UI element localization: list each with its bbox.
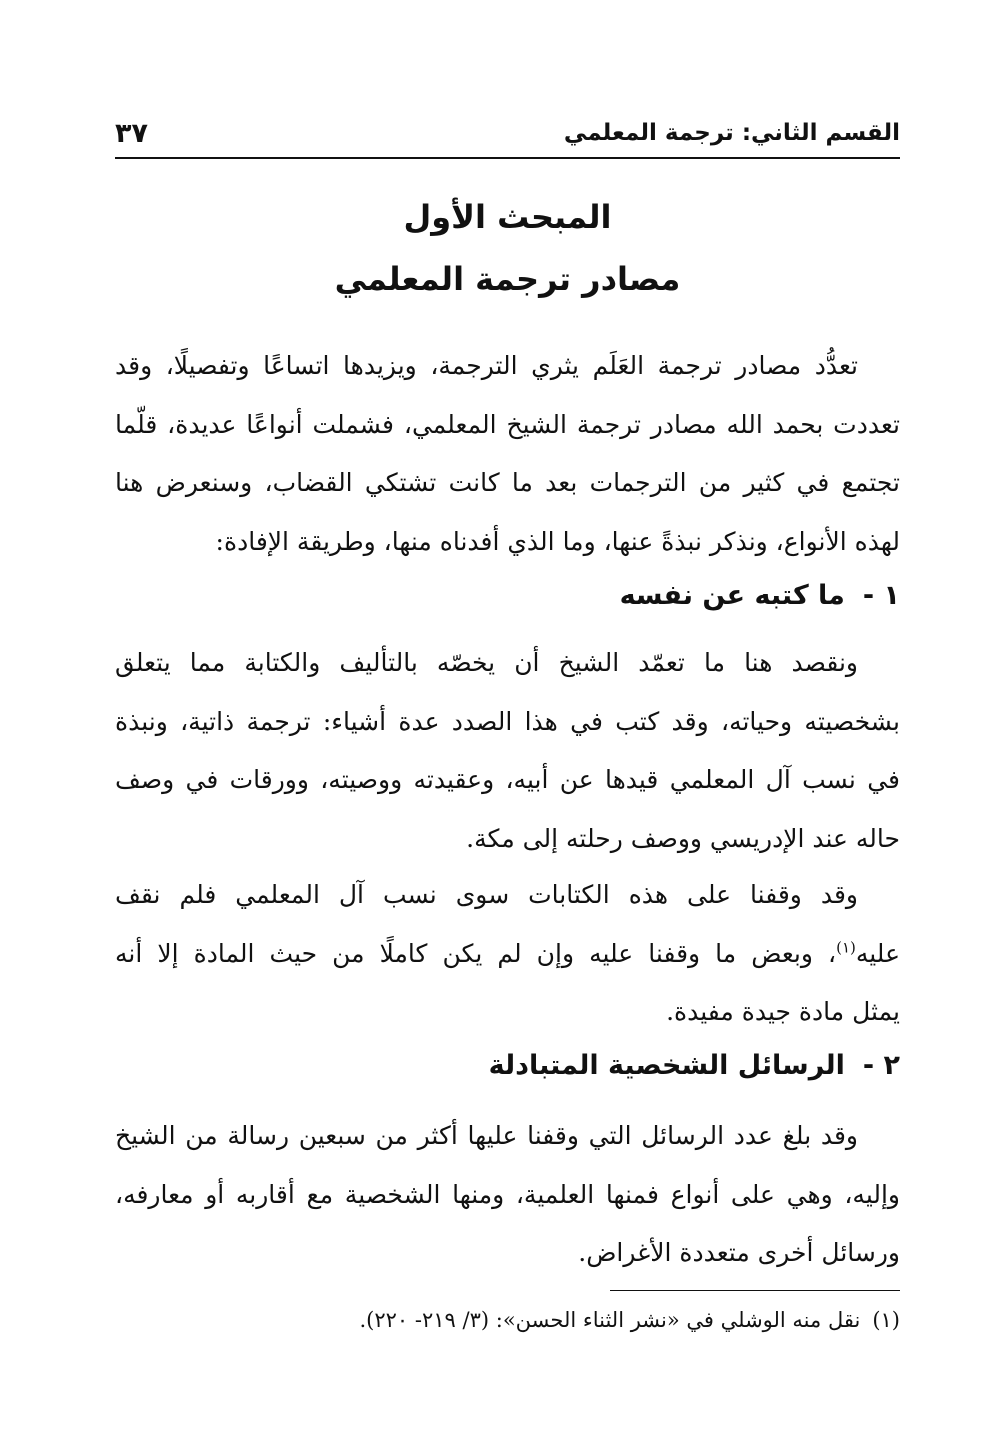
section-number: ٢ - xyxy=(862,1050,900,1081)
paragraph-line: تعددت بحمد الله مصادر ترجمة الشيخ المعلمي، فشملت أنواعًا عديدة، قلّما xyxy=(115,409,900,439)
paragraph-line: ورسائل أخرى متعددة الأغراض. xyxy=(578,1238,900,1267)
footnote-divider xyxy=(610,1290,900,1291)
intro-paragraph xyxy=(115,337,900,571)
footnote-marker: (١) xyxy=(872,1308,900,1332)
section2-paragraph xyxy=(115,1107,900,1283)
chapter-title: المبحث الأول xyxy=(403,198,612,236)
page-number: ٣٧ xyxy=(115,118,148,149)
running-head: القسم الثاني: ترجمة المعلمي xyxy=(563,120,900,146)
paragraph-line: بشخصيته وحياته، وقد كتب في هذا الصدد عدة أشياء: ترجمة ذاتية، ونبذة xyxy=(115,706,900,736)
footnote xyxy=(115,1308,900,1332)
chapter-subtitle: مصادر ترجمة المعلمي xyxy=(334,260,681,298)
paragraph-line: تعدُّد مصادر ترجمة العَلَم يثري الترجمة، ويزيدها اتساعًا وتفصيلًا، وقد xyxy=(115,351,858,380)
line-text: ، وبعض ما وقفنا عليه وإن لم يكن كاملًا من حيث المادة إلا أنه xyxy=(115,938,837,968)
paragraph-line: حاله عند الإدريسي ووصف رحلته إلى مكة. xyxy=(466,823,900,853)
section-heading-self-writings xyxy=(115,580,900,611)
line-text: عليه xyxy=(855,938,900,968)
header-divider xyxy=(115,157,900,159)
section-heading-personal-letters xyxy=(115,1050,900,1081)
footnote-text: نقل منه الوشلي في «نشر الثناء الحسن»: (٣/ ٢١٩- ٢٢٠). xyxy=(359,1308,861,1332)
section1-paragraph-2 xyxy=(115,866,900,1042)
page-header xyxy=(115,118,900,158)
paragraph-line: وإليه، وهي على أنواع فمنها العلمية، ومنها الشخصية مع أقاربه أو معارفه، xyxy=(115,1179,900,1209)
footnote-reference[interactable]: (١) xyxy=(836,938,856,957)
paragraph-line: وقد بلغ عدد الرسائل التي وقفنا عليها أكثر من سبعين رسالة من الشيخ xyxy=(115,1121,858,1150)
paragraph-line: في نسب آل المعلمي قيدها عن أبيه، وعقيدته ووصيته، وورقات في وصف xyxy=(115,765,900,794)
section-title: ما كتبه عن نفسه xyxy=(619,580,845,611)
paragraph-line: يمثل مادة جيدة مفيدة. xyxy=(666,997,900,1026)
paragraph-line: ونقصد هنا ما تعمّد الشيخ أن يخصّه بالتأليف والكتابة مما يتعلق xyxy=(115,648,858,677)
section-title: الرسائل الشخصية المتبادلة xyxy=(488,1050,845,1081)
section1-paragraph-1 xyxy=(115,634,900,868)
section-number: ١ - xyxy=(862,580,900,611)
paragraph-line-with-footnote xyxy=(115,925,900,984)
paragraph-line: تجتمع في كثير من الترجمات بعد ما كانت تشتكي القضاب، وسنعرض هنا xyxy=(115,468,900,497)
paragraph-line: لهذه الأنواع، ونذكر نبذةً عنها، وما الذي أفدناه منها، وطريقة الإفادة: xyxy=(215,526,900,556)
paragraph-line: وقد وقفنا على هذه الكتابات سوى نسب آل المعلمي فلم نقف xyxy=(115,880,858,909)
